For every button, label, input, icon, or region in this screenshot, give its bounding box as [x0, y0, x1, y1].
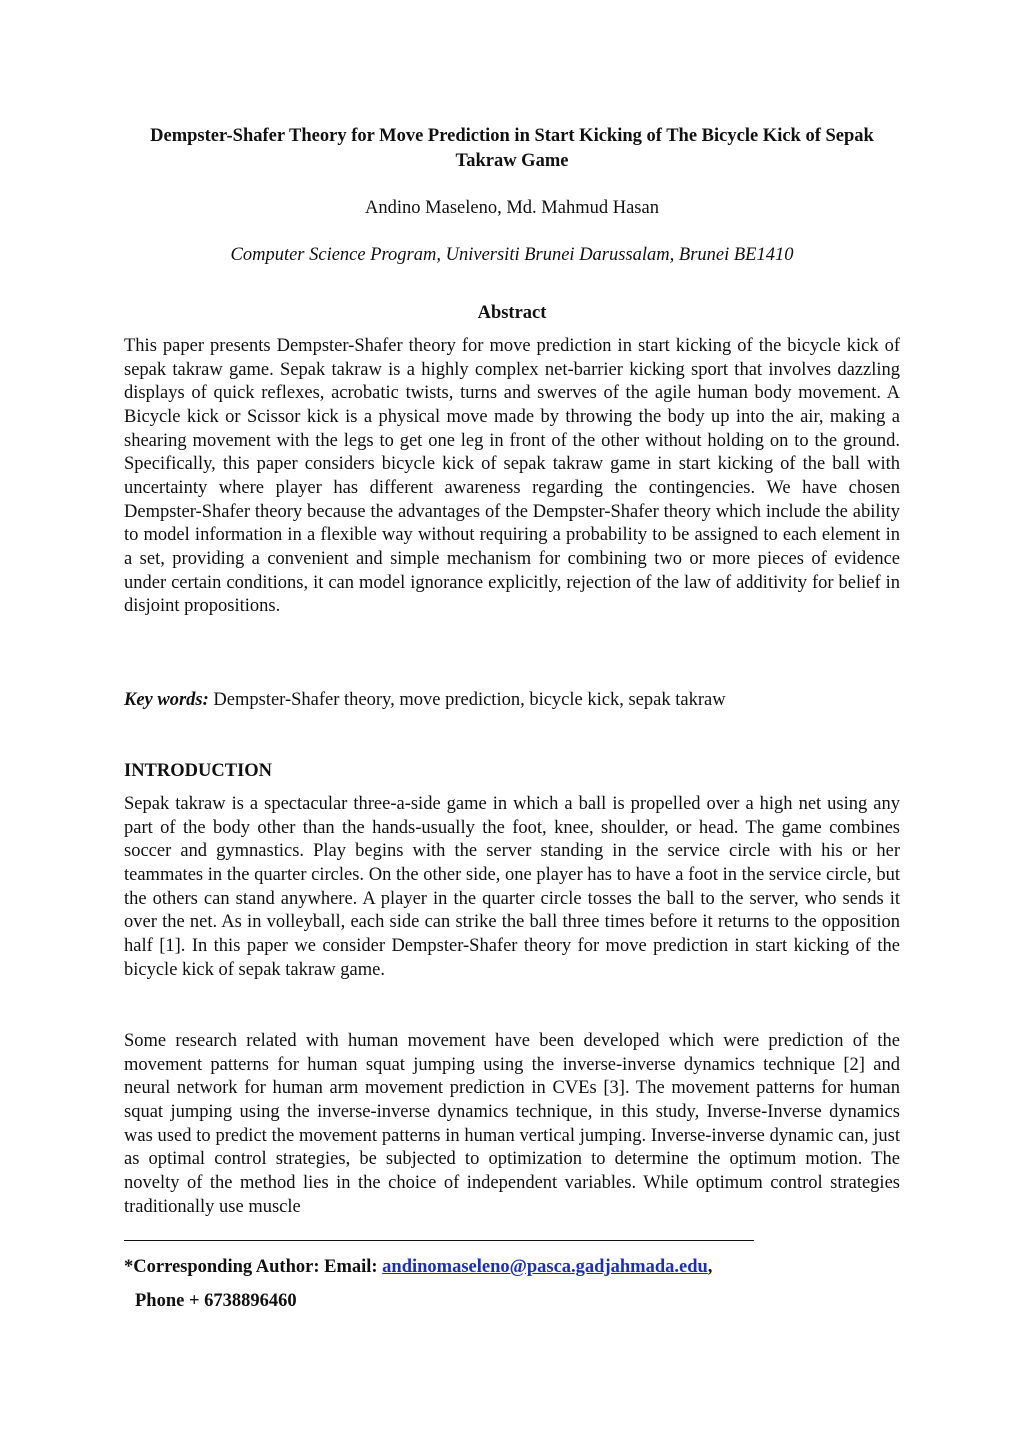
paper-title: Dempster-Shafer Theory for Move Prediction in Start Kicking of The Bicycle Kick of Sepak Takraw Game — [150, 126, 874, 171]
corresponding-author-label: *Corresponding Author: Email: — [124, 1257, 383, 1277]
email-trailing-comma: , — [707, 1257, 713, 1277]
introduction-paragraph: Sepak takraw is a spectacular three-a-side game in which a ball is propelled over a high net using any part of the body other than the hands-usually the foot, knee, shoulder, or head. The game combines soccer and gymnastics. Play begins with the server standing in the service circle with his or her teammates in the quarter circles. On the other side, one player has to have a foot in the service circle, but the others can stand anywhere. A player in the quarter circle tosses the ball to the server, who sends it over the net. As in volleyball, each side can strike the ball three times before it returns to the opposition half [1]. In this paper we consider Dempster-Shafer theory for move prediction in start kicking of the bicycle kick of sepak takraw game. — [124, 794, 900, 980]
abstract-heading: Abstract — [477, 303, 547, 323]
paper-authors: Andino Maseleno, Md. Mahmud Hasan — [365, 198, 659, 218]
introduction-heading: INTRODUCTION — [124, 761, 273, 781]
keywords-label: Key words: — [124, 690, 209, 710]
introduction-paragraph: Some research related with human movement have been developed which were prediction of the movement patterns for human squat jumping using the inverse-inverse dynamics technique [2] and neural network for human arm movement prediction in CVEs [3]. The movement patterns for human squat jumping using the inverse-inverse dynamics technique, in this study, Inverse-Inverse dynamics was used to predict the movement patterns in human vertical jumping. Inverse-inverse dynamic can, just as optimal control strategies, be subjected to optimization to determine the optimum motion. The novelty of the method lies in the choice of independent variables. While optimum control strategies traditionally use muscle — [124, 1031, 900, 1217]
keywords-line — [124, 688, 900, 712]
author-phone: Phone + 6738896460 — [135, 1291, 297, 1311]
paper-affiliation: Computer Science Program, Universiti Brunei Darussalam, Brunei BE1410 — [230, 245, 794, 265]
corresponding-author-line — [124, 1255, 712, 1279]
abstract-text: This paper presents Dempster-Shafer theory for move prediction in start kicking of the bicycle kick of sepak takraw game. Sepak takraw is a highly complex net-barrier kicking sport that involves dazzling displays of quick reflexes, acrobatic twists, turns and swerves of the agile human body movement. A Bicycle kick or Scissor kick is a physical move made by throwing the body up into the air, making a shearing movement with the legs to get one leg in front of the other without holding on to the ground. Specifically, this paper considers bicycle kick of sepak takraw game in start kicking of the ball with uncertainty where player has different awareness regarding the contingencies. We have chosen Dempster-Shafer theory because the advantages of the Dempster-Shafer theory which include the ability to model information in a flexible way without requiring a probability to be assigned to each element in a set, providing a convenient and simple mechanism for combining two or more pieces of evidence under certain conditions, it can model ignorance explicitly, rejection of the law of additivity for belief in disjoint propositions. — [124, 336, 900, 617]
footnote-divider — [124, 1240, 754, 1241]
keywords-text: Dempster-Shafer theory, move prediction, bicycle kick, sepak takraw — [208, 690, 726, 710]
author-email-link[interactable]: andinomaseleno@pasca.gadjahmada.edu — [382, 1257, 708, 1277]
